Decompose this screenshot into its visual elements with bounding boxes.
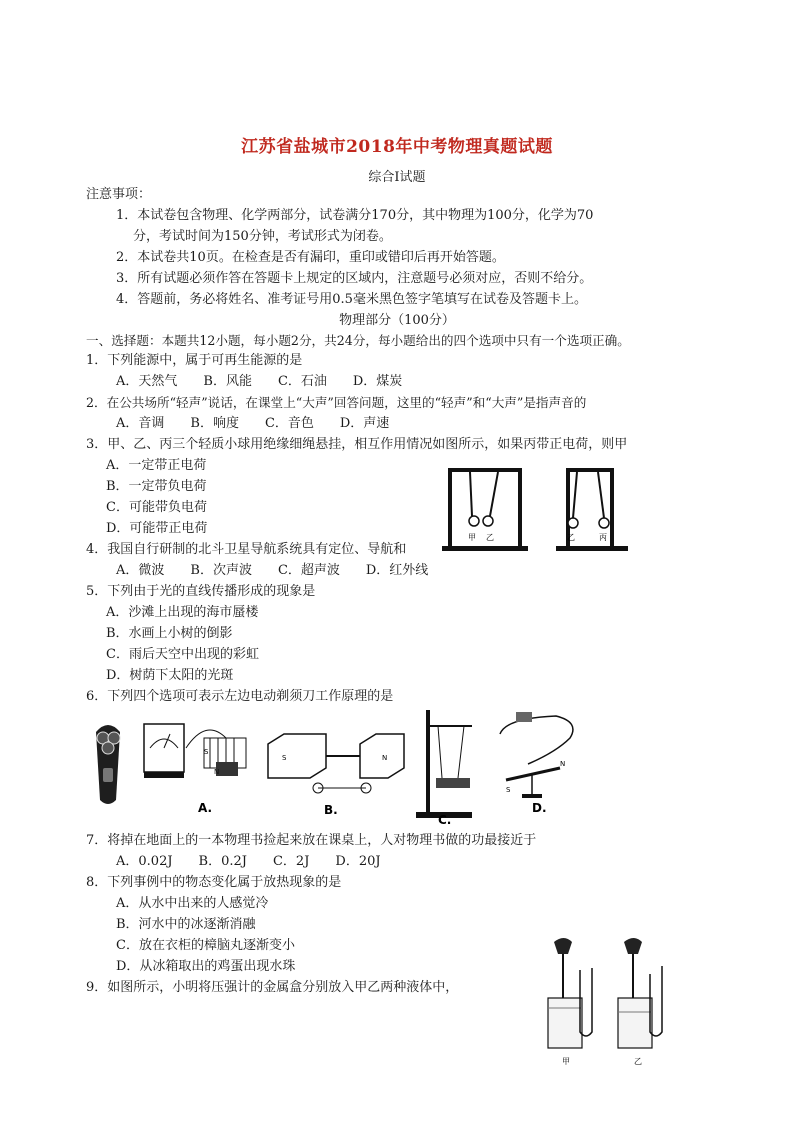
section-intro: 一、选择题：本题共12小题，每小题2分，共24分，每小题给出的四个选项中只有一个选项正确。 [86, 333, 630, 348]
section-title: 物理部分（100分） [339, 313, 455, 328]
pressure-gauge-figure [540, 932, 680, 1068]
motor-principle-figure [86, 708, 586, 826]
question-5-option-c: C．雨后天空中出现的彩虹 [106, 647, 259, 662]
option-b-label: B. [324, 803, 338, 817]
option-d-illustration [500, 712, 573, 815]
question-4-options: A．微波 B．次声波 C．超声波 D．红外线 [116, 563, 429, 578]
pole-label: N [382, 754, 388, 762]
question-8-option-b: B．河水中的冰逐渐消融 [116, 917, 256, 932]
ball-label-yi-2: 乙 [567, 533, 575, 542]
option-c-label: C. [438, 813, 452, 826]
question-7-options: A．0.02J B．0.2J C．2J D．20J [116, 854, 381, 869]
question-6-stem: 6．下列四个选项可表示左边电动剃须刀工作原理的是 [86, 689, 394, 704]
pole-label: N [214, 768, 220, 776]
question-3-option-c: C．可能带负电荷 [106, 500, 207, 515]
option-c-illustration [416, 710, 472, 826]
notice-item: 1．本试卷包含物理、化学两部分，试卷满分170分，其中物理为100分，化学为70 [116, 208, 594, 223]
notice-item: 3．所有试题必须作答在答题卡上规定的区域内，注意题号必须对应，否则不给分。 [116, 271, 593, 286]
ball-label-yi: 乙 [486, 533, 494, 542]
page-subtitle: 综合Ⅰ试题 [368, 170, 426, 185]
notice-item: 4．答题前，务必将姓名、准考证号用0.5毫米黑色签字笔填写在试卷及答题卡上。 [116, 292, 587, 307]
pole-label: N [560, 760, 566, 768]
notice-item: 分，考试时间为150分钟，考试形式为闭卷。 [133, 229, 392, 244]
page-title: 江苏省盐城市2018年中考物理真题试题 [241, 137, 553, 157]
question-3-option-b: B．一定带负电荷 [106, 479, 207, 494]
beaker-label-yi: 乙 [634, 1057, 642, 1066]
ball-label-jia: 甲 [468, 533, 476, 542]
notice-heading: 注意事项： [86, 187, 152, 202]
question-8-option-a: A．从水中出来的人感觉冷 [116, 896, 269, 911]
question-3-option-a: A．一定带正电荷 [106, 458, 207, 473]
option-b-illustration [268, 734, 404, 817]
question-5-option-b: B．水画上小树的倒影 [106, 626, 233, 641]
pole-label: S [282, 754, 287, 762]
ball-label-bing: 丙 [599, 533, 607, 542]
question-7-stem: 7．将掉在地面上的一本物理书捡起来放在课桌上，人对物理书做的功最接近于 [86, 833, 537, 848]
option-a-illustration [144, 724, 246, 815]
question-8-stem: 8．下列事例中的物态变化属于放热现象的是 [86, 875, 342, 890]
option-d-label: D. [532, 801, 547, 815]
notice-item: 2．本试卷共10页。在检查是否有漏印，重印或错印后再开始答题。 [116, 250, 505, 265]
pole-label: S [204, 748, 209, 756]
pole-label: S [506, 786, 511, 794]
question-1-stem: 1．下列能源中，属于可再生能源的是 [86, 353, 303, 368]
question-4-stem: 4．我国自行研制的北斗卫星导航系统具有定位、导航和 [86, 542, 407, 557]
question-3-option-d: D．可能带正电荷 [106, 521, 208, 536]
question-9-stem: 9．如图所示，小明将压强计的金属盒分别放入甲乙两种液体中， [86, 980, 459, 995]
option-a-label: A. [198, 801, 213, 815]
question-5-stem: 5．下列由于光的直线传播形成的现象是 [86, 584, 316, 599]
shaver-illustration [96, 725, 120, 804]
question-3-stem: 3．甲、乙、丙三个轻质小球用绝缘细绳悬挂，相互作用情况如图所示，如果丙带正电荷，则甲 [86, 437, 628, 452]
beaker-label-jia: 甲 [562, 1057, 570, 1066]
question-2-stem: 2．在公共场所“轻声”说话，在课堂上“大声”回答问题，这里的“轻声”和“大声”是指声音的 [86, 395, 587, 410]
question-5-option-a: A．沙滩上出现的海市蜃楼 [106, 605, 259, 620]
charged-balls-figure [436, 460, 636, 556]
question-5-option-d: D．树荫下太阳的光斑 [106, 668, 234, 683]
question-1-options: A．天然气 B．风能 C．石油 D．煤炭 [116, 374, 403, 389]
question-8-option-c: C．放在衣柜的樟脑丸逐渐变小 [116, 938, 295, 953]
question-8-option-d: D．从冰箱取出的鸡蛋出现水珠 [116, 959, 296, 974]
question-2-options: A．音调 B．响度 C．音色 D．声速 [116, 416, 390, 431]
